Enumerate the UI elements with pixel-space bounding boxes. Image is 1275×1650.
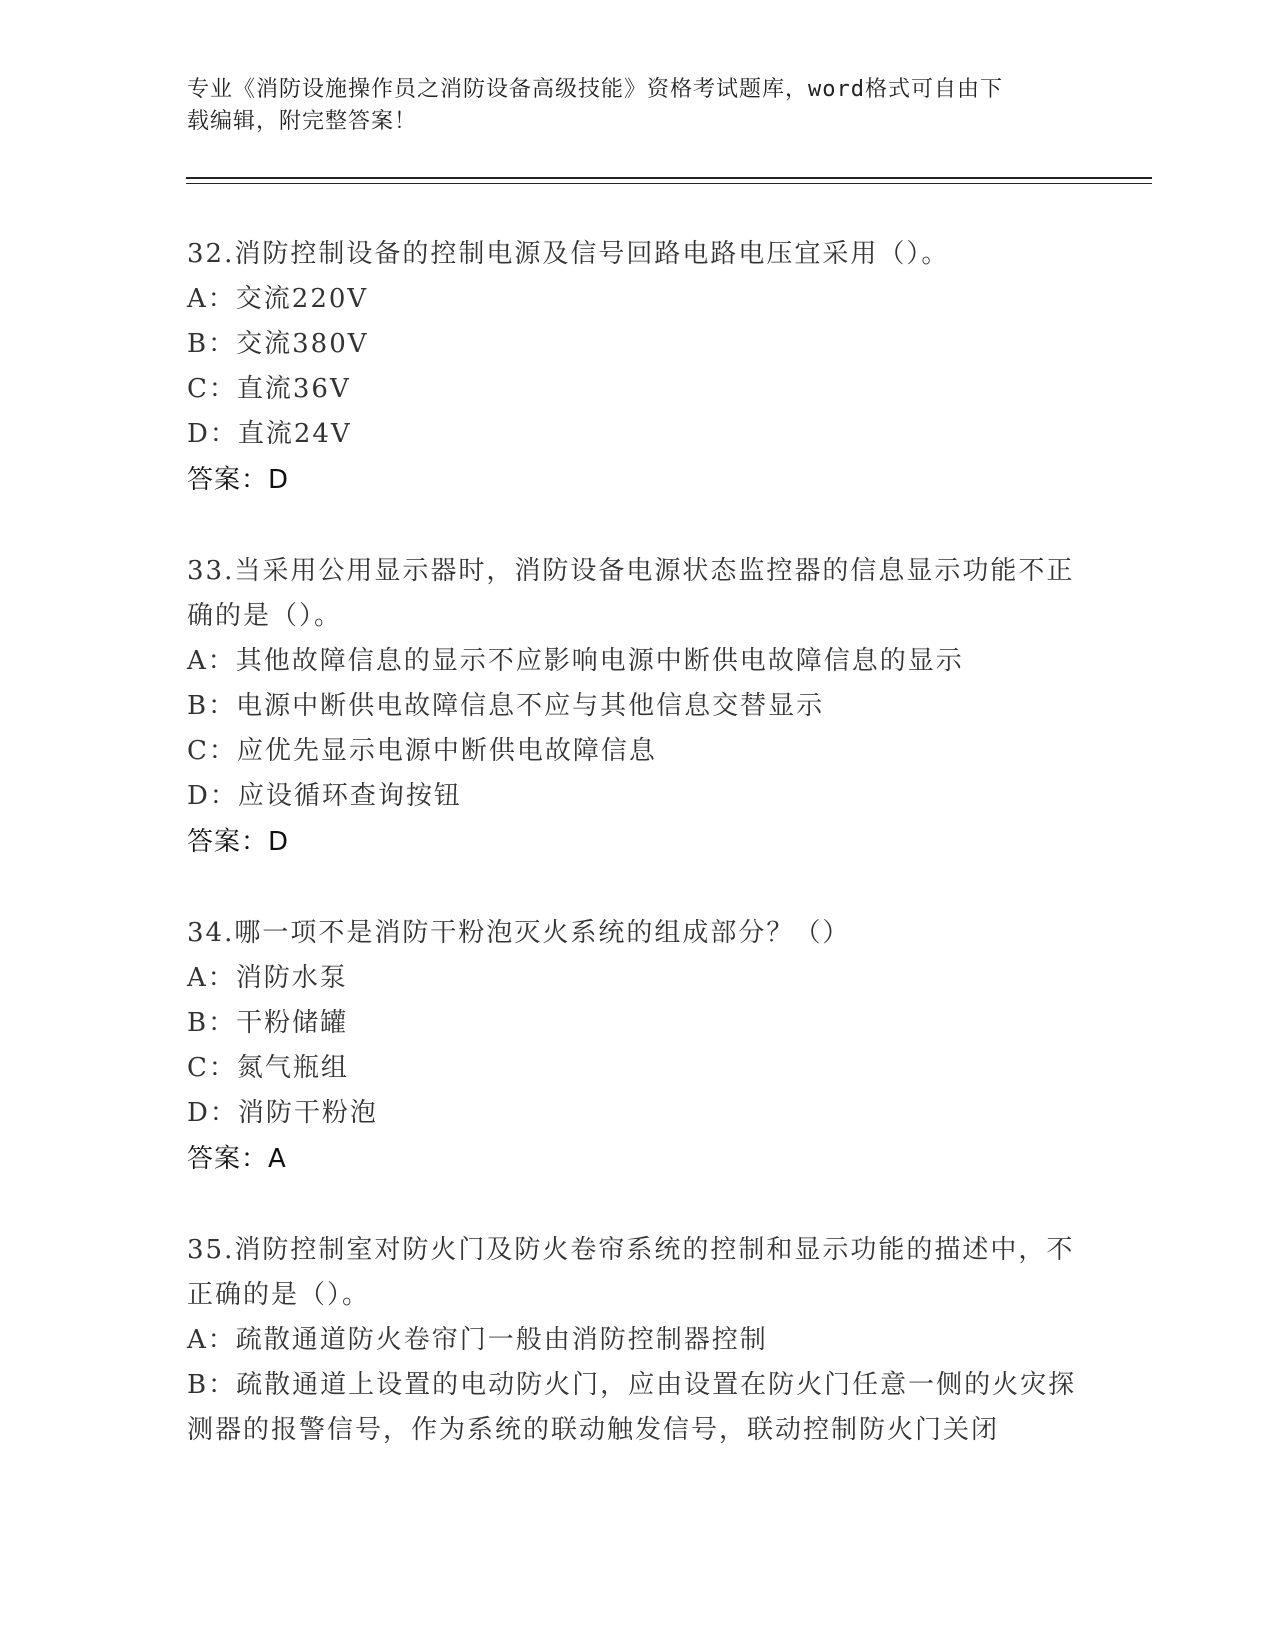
- header-rule-thin: [186, 183, 1152, 184]
- option-b: B：干粉储罐: [187, 1008, 349, 1038]
- option-a: A：其他故障信息的显示不应影响电源中断供电故障信息的显示: [187, 646, 964, 676]
- option-a: A：消防水泵: [187, 963, 348, 993]
- option-d: D：直流24V: [187, 419, 352, 449]
- question-stem: 35.消防控制室对防火门及防火卷帘系统的控制和显示功能的描述中，不正确的是（）。: [187, 1235, 1075, 1310]
- option-a: A：交流220V: [187, 284, 369, 314]
- header-line-2: 载编辑，附完整答案！: [187, 109, 418, 134]
- option-d: D：消防干粉泡: [187, 1098, 378, 1128]
- option-c: C：氮气瓶组: [187, 1053, 349, 1083]
- answer: 答案：D: [187, 465, 290, 495]
- option-d: D：应设循环查询按钮: [187, 781, 462, 811]
- question-33: [187, 549, 1087, 865]
- question-stem: 32.消防控制设备的控制电源及信号回路电路电压宜采用（）。: [187, 239, 950, 269]
- option-b: B：疏散通道上设置的电动防火门，应由设置在防火门任意一侧的火灾探测器的报警信号，作为系统的联动触发信号，联动控制防火门关闭: [187, 1370, 1077, 1445]
- header-rule-thick: [186, 177, 1152, 179]
- answer: 答案：D: [187, 827, 290, 857]
- option-b: B：交流380V: [187, 329, 369, 359]
- question-list: [187, 232, 1087, 1499]
- header-line-1: 专业《消防设施操作员之消防设备高级技能》资格考试题库，word格式可自由下: [187, 77, 1003, 102]
- answer: 答案：A: [187, 1144, 287, 1174]
- question-35: [187, 1228, 1087, 1453]
- option-c: C：直流36V: [187, 374, 351, 404]
- question-34: [187, 911, 1087, 1182]
- option-a: A：疏散通道防火卷帘门一般由消防控制器控制: [187, 1325, 768, 1355]
- option-b: B：电源中断供电故障信息不应与其他信息交替显示: [187, 691, 825, 721]
- document-header: [187, 74, 1087, 138]
- question-stem: 33.当采用公用显示器时，消防设备电源状态监控器的信息显示功能不正确的是（）。: [187, 556, 1075, 631]
- question-stem: 34.哪一项不是消防干粉泡灭火系统的组成部分？（）: [187, 918, 851, 948]
- question-32: [187, 232, 1087, 503]
- option-c: C：应优先显示电源中断供电故障信息: [187, 736, 657, 766]
